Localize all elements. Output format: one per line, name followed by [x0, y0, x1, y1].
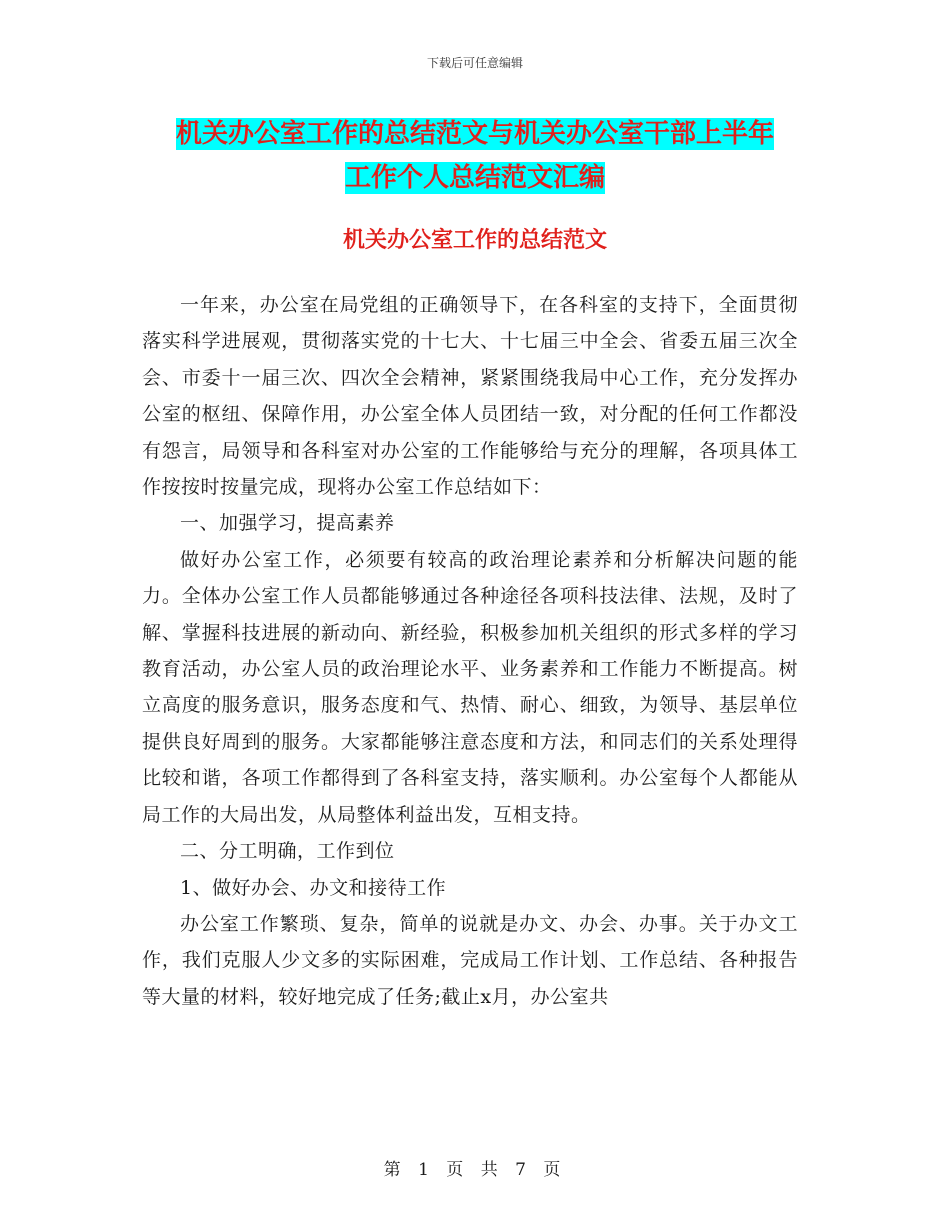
document-title-line-2-text: 工作个人总结范文汇编 [344, 163, 605, 193]
heading-section-2: 二、分工明确，工作到位 [180, 840, 395, 863]
paragraph-intro: 一年来，办公室在局党组的正确领导下，在各科室的支持下，全面贯彻落实科学进展观，贯彻落实党的十七大、十七届三中全会、省委五届三次全会、市委十一届三次、四次全会精神，紧紧围绕我局中心工作，充分发挥办公室的枢纽、保障作用，办公室全体人员团结一致，对分配的任何工作都没有怨言，局领导和各科室对办公室的工作能够给与充分的理解，各项具体工作按按时按量完成，现将办公室工作总结如下： [142, 294, 798, 499]
heading-section-1: 一、加强学习，提高素养 [180, 512, 395, 535]
section-title: 机关办公室工作的总结范文 [342, 228, 607, 253]
page-footer-number: 第 1 页 共 7 页 [383, 1160, 567, 1180]
document-body [142, 287, 798, 1015]
document-title-line-2 [0, 157, 950, 194]
document-title-line-1 [0, 113, 950, 150]
page-header-note: 下载后可任意编辑 [426, 56, 523, 70]
paragraph-section-1: 做好办公室工作，必须要有较高的政治理论素养和分析解决问题的能力。全体办公室工作人员都能够通过各种途径各项科技法律、法规，及时了解、掌握科技进展的新动向、新经验，积极参加机关组织的形式多样的学习教育活动，办公室人员的政治理论水平、业务素养和工作能力不断提高。树立高度的服务意识，服务态度和气、热情、耐心、细致，为领导、基层单位提供良好周到的服务。大家都能够注意态度和方法，和同志们的关系处理得比较和谐，各项工作都得到了各科室支持，落实顺利。办公室每个人都能从局工作的大局出发，从局整体利益出发，互相支持。 [142, 548, 798, 826]
document-title-line-1-text: 机关办公室工作的总结范文与机关办公室干部上半年 [175, 119, 774, 149]
paragraph-subsection-1: 办公室工作繁琐、复杂，简单的说就是办文、办会、办事。关于办文工作，我们克服人少文多的实际困难，完成局工作计划、工作总结、各种报告等大量的材料，较好地完成了任务;截止x月，办公室共 [142, 912, 798, 1008]
heading-subsection-1: 1、做好办会、办文和接待工作 [180, 876, 447, 899]
